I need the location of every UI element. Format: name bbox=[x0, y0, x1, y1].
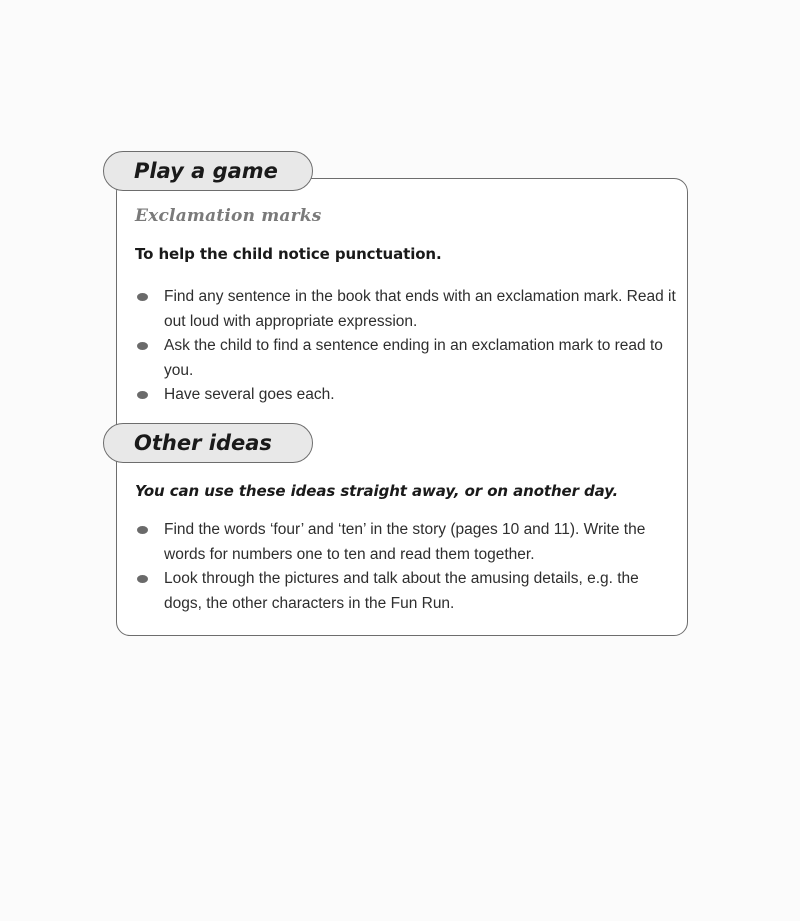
list-item bbox=[135, 567, 680, 616]
play-game-list bbox=[135, 285, 680, 408]
list-item-text: Find the words ‘four’ and ‘ten’ in the story (pages 10 and 11). Write the words for numbers one to ten and read them together. bbox=[164, 521, 646, 563]
list-item-text: Find any sentence in the book that ends with an exclamation mark. Read it out loud with appropriate expression. bbox=[164, 288, 676, 330]
list-item bbox=[135, 518, 680, 567]
list-item bbox=[135, 285, 680, 334]
list-item-text: Look through the pictures and talk about the amusing details, e.g. the dogs, the other characters in the Fun Run. bbox=[164, 570, 639, 612]
other-ideas-list bbox=[135, 518, 680, 616]
other-ideas-heading: Other ideas bbox=[103, 423, 313, 463]
exclamation-marks-subheading: Exclamation marks bbox=[135, 206, 322, 226]
list-item bbox=[135, 383, 680, 408]
bullet-icon bbox=[137, 526, 148, 534]
bullet-icon bbox=[137, 293, 148, 301]
list-item-text: Have several goes each. bbox=[164, 386, 335, 403]
bullet-icon bbox=[137, 575, 148, 583]
bullet-icon bbox=[137, 342, 148, 350]
list-item bbox=[135, 334, 680, 383]
other-ideas-aim: You can use these ideas straight away, or on another day. bbox=[135, 482, 619, 500]
bullet-icon bbox=[137, 391, 148, 399]
play-game-aim: To help the child notice punctuation. bbox=[135, 245, 442, 263]
list-item-text: Ask the child to find a sentence ending in an exclamation mark to read to you. bbox=[164, 337, 663, 379]
play-game-heading: Play a game bbox=[103, 151, 313, 191]
